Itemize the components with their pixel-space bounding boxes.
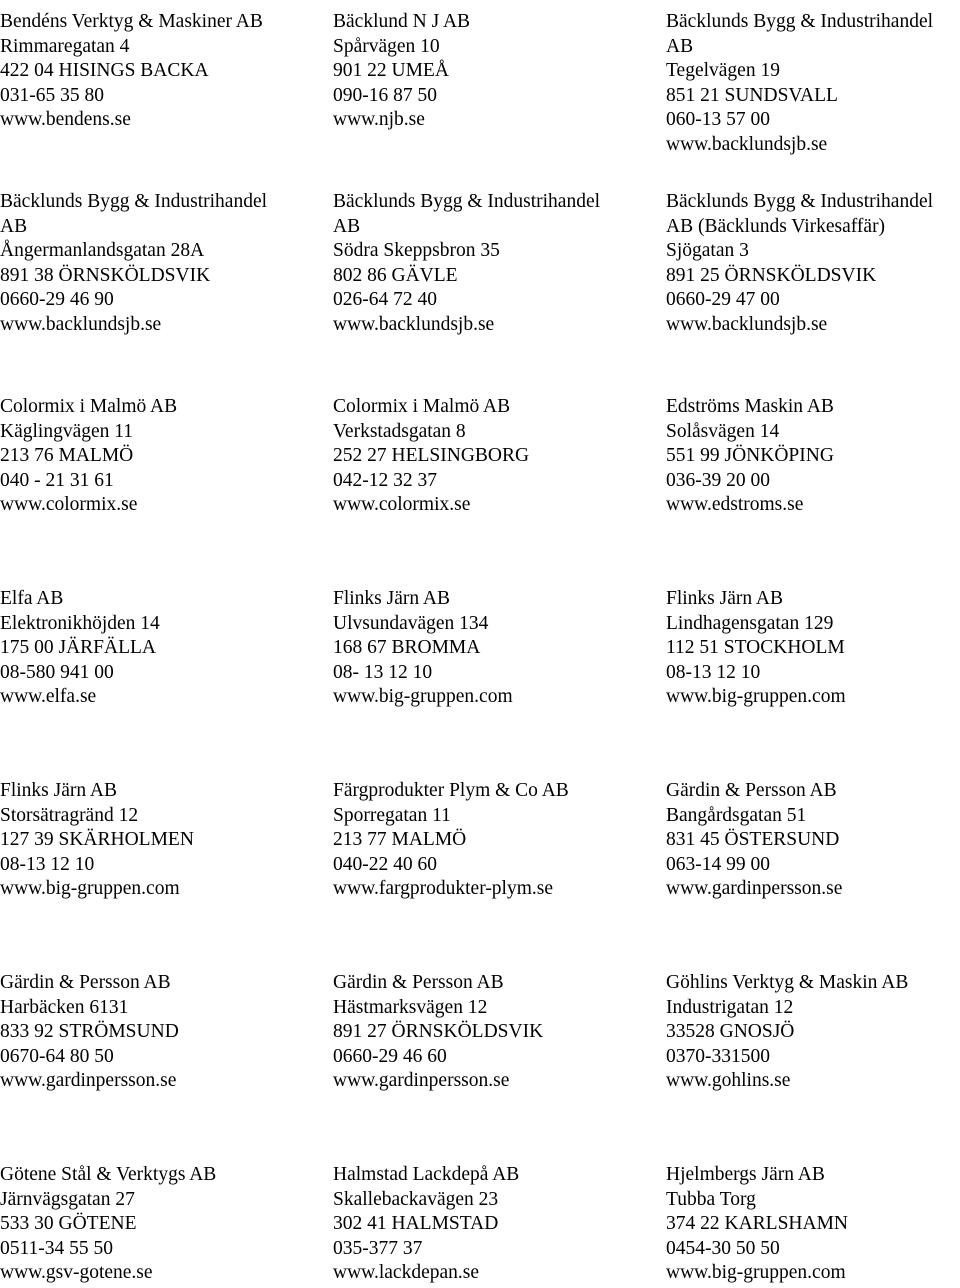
company-name-continued: AB (Bäcklunds Virkesaffär)	[666, 215, 886, 237]
phone-number: 063-14 99 00	[666, 853, 770, 875]
website: www.gardinpersson.se	[0, 1070, 177, 1092]
website: www.colormix.se	[333, 494, 471, 516]
postal-city: 213 76 MALMÖ	[0, 445, 134, 467]
company-name: Flinks Järn AB	[0, 780, 118, 801]
company-entry	[666, 10, 933, 158]
postal-city: 33528 GNOSJÖ	[666, 1021, 795, 1043]
company-name: Edströms Maskin AB	[666, 396, 834, 417]
company-entry	[333, 395, 529, 518]
postal-city: 833 92 STRÖMSUND	[0, 1021, 179, 1043]
company-name: Bäcklunds Bygg & Industrihandel	[666, 11, 934, 32]
company-entry	[0, 10, 263, 133]
company-entry	[0, 1163, 216, 1286]
postal-city: 252 27 HELSINGBORG	[333, 445, 530, 467]
phone-number: 036-39 20 00	[666, 469, 770, 491]
company-name: Gärdin & Persson AB	[0, 972, 171, 993]
website: www.big-gruppen.com	[0, 878, 180, 900]
company-entry	[333, 971, 543, 1094]
phone-number: 08-580 941 00	[0, 661, 114, 683]
website: www.gardinpersson.se	[333, 1070, 510, 1092]
company-name: Colormix i Malmö AB	[0, 396, 178, 417]
company-entry	[333, 779, 569, 902]
website: www.big-gruppen.com	[666, 686, 846, 708]
street-address: Solåsvägen 14	[666, 420, 780, 442]
postal-city: 901 22 UMEÅ	[333, 60, 449, 82]
postal-city: 851 21 SUNDSVALL	[666, 84, 838, 106]
street-address: Bangårdsgatan 51	[666, 804, 807, 826]
company-entry	[0, 779, 194, 902]
company-name: Bendéns Verktyg & Maskiner AB	[0, 11, 263, 32]
street-address: Sporregatan 11	[333, 804, 451, 826]
company-entry	[333, 190, 600, 338]
phone-number: 08- 13 12 10	[333, 661, 433, 683]
postal-city: 533 30 GÖTENE	[0, 1213, 137, 1235]
website: www.backlundsjb.se	[333, 313, 495, 335]
company-name: Göhlins Verktyg & Maskin AB	[666, 972, 909, 993]
website: www.njb.se	[333, 109, 425, 131]
company-name: Elfa AB	[0, 588, 64, 609]
street-address: Elektronikhöjden 14	[0, 612, 160, 634]
phone-number: 0454-30 50 50	[666, 1237, 780, 1259]
phone-number: 0660-29 46 60	[333, 1045, 447, 1067]
phone-number: 0660-29 47 00	[666, 289, 780, 311]
website: www.big-gruppen.com	[333, 686, 513, 708]
postal-city: 374 22 KARLSHAMN	[666, 1213, 849, 1235]
street-address: Ångermanlandsgatan 28A	[0, 240, 205, 262]
company-name: Bäcklunds Bygg & Industrihandel	[666, 191, 934, 212]
street-address: Harbäcken 6131	[0, 996, 129, 1018]
website: www.fargprodukter-plym.se	[333, 878, 554, 900]
postal-city: 213 77 MALMÖ	[333, 829, 467, 851]
postal-city: 891 25 ÖRNSKÖLDSVIK	[666, 264, 877, 286]
company-name-continued: AB	[0, 215, 28, 237]
company-entry	[333, 587, 513, 710]
postal-city: 112 51 STOCKHOLM	[666, 637, 845, 659]
phone-number: 040-22 40 60	[333, 853, 437, 875]
company-name: Halmstad Lackdepå AB	[333, 1164, 520, 1185]
phone-number: 08-13 12 10	[0, 853, 95, 875]
company-entry	[666, 1163, 848, 1286]
phone-number: 08-13 12 10	[666, 661, 761, 683]
company-name: Flinks Järn AB	[333, 588, 451, 609]
company-name: Götene Stål & Verktygs AB	[0, 1164, 217, 1185]
phone-number: 031-65 35 80	[0, 84, 104, 106]
company-entry	[666, 395, 834, 518]
phone-number: 0660-29 46 90	[0, 289, 114, 311]
street-address: Ulvsundavägen 134	[333, 612, 489, 634]
postal-city: 175 00 JÄRFÄLLA	[0, 637, 157, 659]
phone-number: 0370-331500	[666, 1045, 770, 1067]
company-entry	[0, 190, 267, 338]
phone-number: 060-13 57 00	[666, 109, 770, 131]
street-address: Spårvägen 10	[333, 35, 440, 57]
street-address: Lindhagensgatan 129	[666, 612, 834, 634]
company-name: Hjelmbergs Järn AB	[666, 1164, 825, 1185]
company-name: Bäcklunds Bygg & Industrihandel	[0, 191, 268, 212]
website: www.elfa.se	[0, 686, 97, 708]
postal-city: 891 27 ÖRNSKÖLDSVIK	[333, 1021, 544, 1043]
street-address: Tegelvägen 19	[666, 60, 780, 82]
company-name: Colormix i Malmö AB	[333, 396, 511, 417]
phone-number: 0670-64 80 50	[0, 1045, 114, 1067]
website: www.lackdepan.se	[333, 1262, 480, 1284]
phone-number: 042-12 32 37	[333, 469, 437, 491]
company-entry	[333, 10, 470, 133]
postal-city: 802 86 GÄVLE	[333, 264, 458, 286]
company-entry	[666, 779, 842, 902]
company-entry	[0, 395, 177, 518]
postal-city: 302 41 HALMSTAD	[333, 1213, 499, 1235]
company-entry	[0, 587, 160, 710]
street-address: Rimmaregatan 4	[0, 35, 130, 57]
phone-number: 0511-34 55 50	[0, 1237, 114, 1259]
street-address: Verkstadsgatan 8	[333, 420, 466, 442]
company-name: Bäcklund N J AB	[333, 11, 471, 32]
website: www.backlundsjb.se	[666, 313, 828, 335]
postal-city: 891 38 ÖRNSKÖLDSVIK	[0, 264, 211, 286]
company-name-continued: AB	[666, 35, 694, 57]
postal-city: 127 39 SKÄRHOLMEN	[0, 829, 194, 851]
street-address: Tubba Torg	[666, 1188, 756, 1210]
postal-city: 551 99 JÖNKÖPING	[666, 445, 834, 467]
website: www.gardinpersson.se	[666, 878, 843, 900]
company-entry	[333, 1163, 519, 1286]
phone-number: 035-377 37	[333, 1237, 423, 1259]
company-entry	[666, 971, 908, 1094]
phone-number: 040 - 21 31 61	[0, 469, 114, 491]
company-name: Gärdin & Persson AB	[666, 780, 837, 801]
company-name: Gärdin & Persson AB	[333, 972, 504, 993]
postal-city: 168 67 BROMMA	[333, 637, 481, 659]
website: www.edstroms.se	[666, 494, 804, 516]
street-address: Industrigatan 12	[666, 996, 794, 1018]
website: www.colormix.se	[0, 494, 138, 516]
street-address: Skallebackavägen 23	[333, 1188, 499, 1210]
company-name-continued: AB	[333, 215, 361, 237]
phone-number: 090-16 87 50	[333, 84, 437, 106]
website: www.backlundsjb.se	[666, 133, 828, 155]
street-address: Järnvägsgatan 27	[0, 1188, 135, 1210]
company-name: Flinks Järn AB	[666, 588, 784, 609]
website: www.bendens.se	[0, 109, 131, 131]
postal-city: 422 04 HISINGS BACKA	[0, 60, 209, 82]
company-name: Bäcklunds Bygg & Industrihandel	[333, 191, 601, 212]
company-entry	[666, 190, 933, 338]
street-address: Storsätragränd 12	[0, 804, 139, 826]
company-name: Färgprodukter Plym & Co AB	[333, 780, 569, 801]
phone-number: 026-64 72 40	[333, 289, 437, 311]
company-entry	[0, 971, 179, 1094]
website: www.gsv-gotene.se	[0, 1262, 153, 1284]
website: www.backlundsjb.se	[0, 313, 162, 335]
website: www.gohlins.se	[666, 1070, 791, 1092]
website: www.big-gruppen.com	[666, 1262, 846, 1284]
street-address: Sjögatan 3	[666, 240, 749, 262]
street-address: Käglingvägen 11	[0, 420, 134, 442]
street-address: Södra Skeppsbron 35	[333, 240, 500, 262]
company-entry	[666, 587, 846, 710]
postal-city: 831 45 ÖSTERSUND	[666, 829, 840, 851]
street-address: Hästmarksvägen 12	[333, 996, 488, 1018]
